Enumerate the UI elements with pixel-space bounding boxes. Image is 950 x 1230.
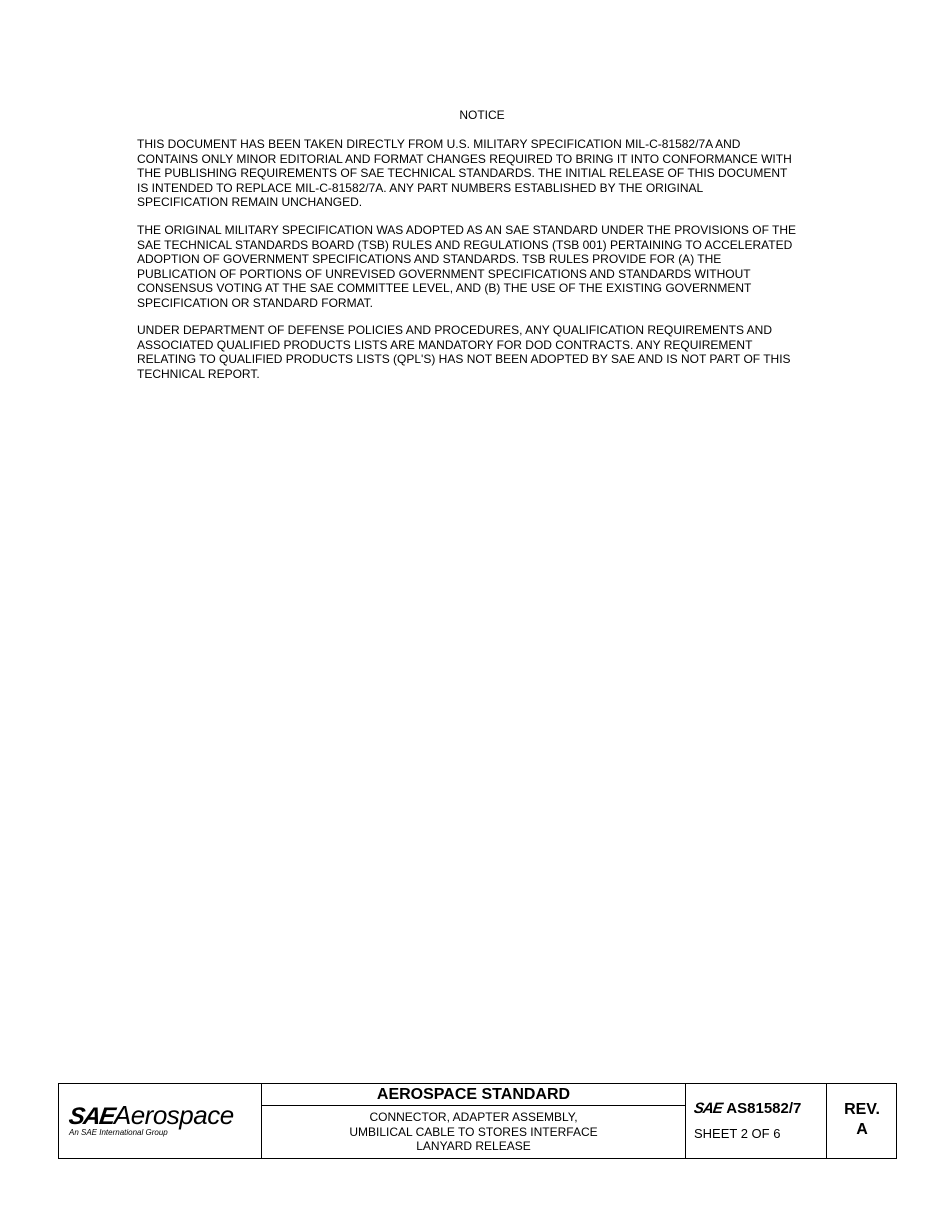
text-line: THE ORIGINAL MILITARY SPECIFICATION WAS ADOPTED AS AN SAE STANDARD UNDER THE PROVISIONS OF THE [137,223,797,237]
notice-title: NOTICE [459,108,505,122]
text-line: CONSENSUS VOTING AT THE SAE COMMITTEE LEVEL, AND (B) THE USE OF THE EXISTING GOVERNMENT [137,281,752,296]
text-line: THE PUBLISHING REQUIREMENTS OF SAE TECHNICAL STANDARDS. THE INITIAL RELEASE OF THIS DOCUMENT [137,166,788,181]
revision-value: A [856,1121,868,1138]
text-line: ASSOCIATED QUALIFIED PRODUCTS LISTS ARE MANDATORY FOR DOD CONTRACTS. ANY REQUIREMENT [137,337,753,352]
text-line: SAE TECHNICAL STANDARDS BOARD (TSB) RULES AND REGULATIONS (TSB 001) PERTAINING TO ACCELERATED [137,237,793,252]
text-line: TECHNICAL REPORT. [137,366,260,381]
sae-logo-small: SAE [692,1100,724,1117]
revision [827,1100,897,1140]
sheet-number: SHEET 2 OF 6 [694,1126,781,1141]
document-number-text: AS81582/7 [726,1100,802,1117]
notice-paragraph-2 [137,223,837,311]
text-line: PUBLICATION OF PORTIONS OF UNREVISED GOVERNMENT SPECIFICATIONS AND STANDARDS WITHOUT [137,266,751,281]
logo-aerospace-text: Aerospace [113,1100,234,1130]
sae-aerospace-logo [69,1100,234,1131]
text-line: IS INTENDED TO REPLACE MIL-C-81582/7A. ANY PART NUMBERS ESTABLISHED BY THE ORIGINAL [137,180,704,195]
text-line: CONTAINS ONLY MINOR EDITORIAL AND FORMAT CHANGES REQUIRED TO BRING IT INTO CONFORMANCE WITH [137,151,792,166]
standard-cell [262,1084,686,1158]
description-line: LANYARD RELEASE [416,1139,531,1154]
logo-subtitle: An SAE International Group [69,1128,168,1137]
notice-paragraph-1 [137,137,837,210]
text-line: SPECIFICATION REMAIN UNCHANGED. [137,195,363,210]
logo-sae-text: SAE [67,1103,116,1130]
document-number [694,1100,801,1118]
text-line: UNDER DEPARTMENT OF DEFENSE POLICIES AND PROCEDURES, ANY QUALIFICATION REQUIREMENTS AND [137,323,772,337]
text-line: THIS DOCUMENT HAS BEEN TAKEN DIRECTLY FROM U.S. MILITARY SPECIFICATION MIL-C-81582/7A AND [137,137,741,151]
document-number-cell [686,1084,827,1158]
text-line: RELATING TO QUALIFIED PRODUCTS LISTS (QPL'S) HAS NOT BEEN ADOPTED BY SAE AND IS NOT PART OF THIS [137,352,791,367]
standard-description [262,1110,685,1154]
description-line: CONNECTOR, ADAPTER ASSEMBLY, [369,1110,578,1124]
standard-heading: AEROSPACE STANDARD [262,1084,685,1106]
notice-paragraph-3 [137,323,837,381]
logo-cell [59,1084,262,1158]
revision-label: REV. [844,1101,880,1118]
text-line: ADOPTION OF GOVERNMENT SPECIFICATIONS AND STANDARDS. TSB RULES PROVIDE FOR (A) THE [137,252,722,267]
description-line: UMBILICAL CABLE TO STORES INTERFACE [349,1124,598,1139]
revision-cell [827,1084,897,1158]
text-line: SPECIFICATION OR STANDARD FORMAT. [137,295,374,310]
title-block [58,1083,897,1159]
